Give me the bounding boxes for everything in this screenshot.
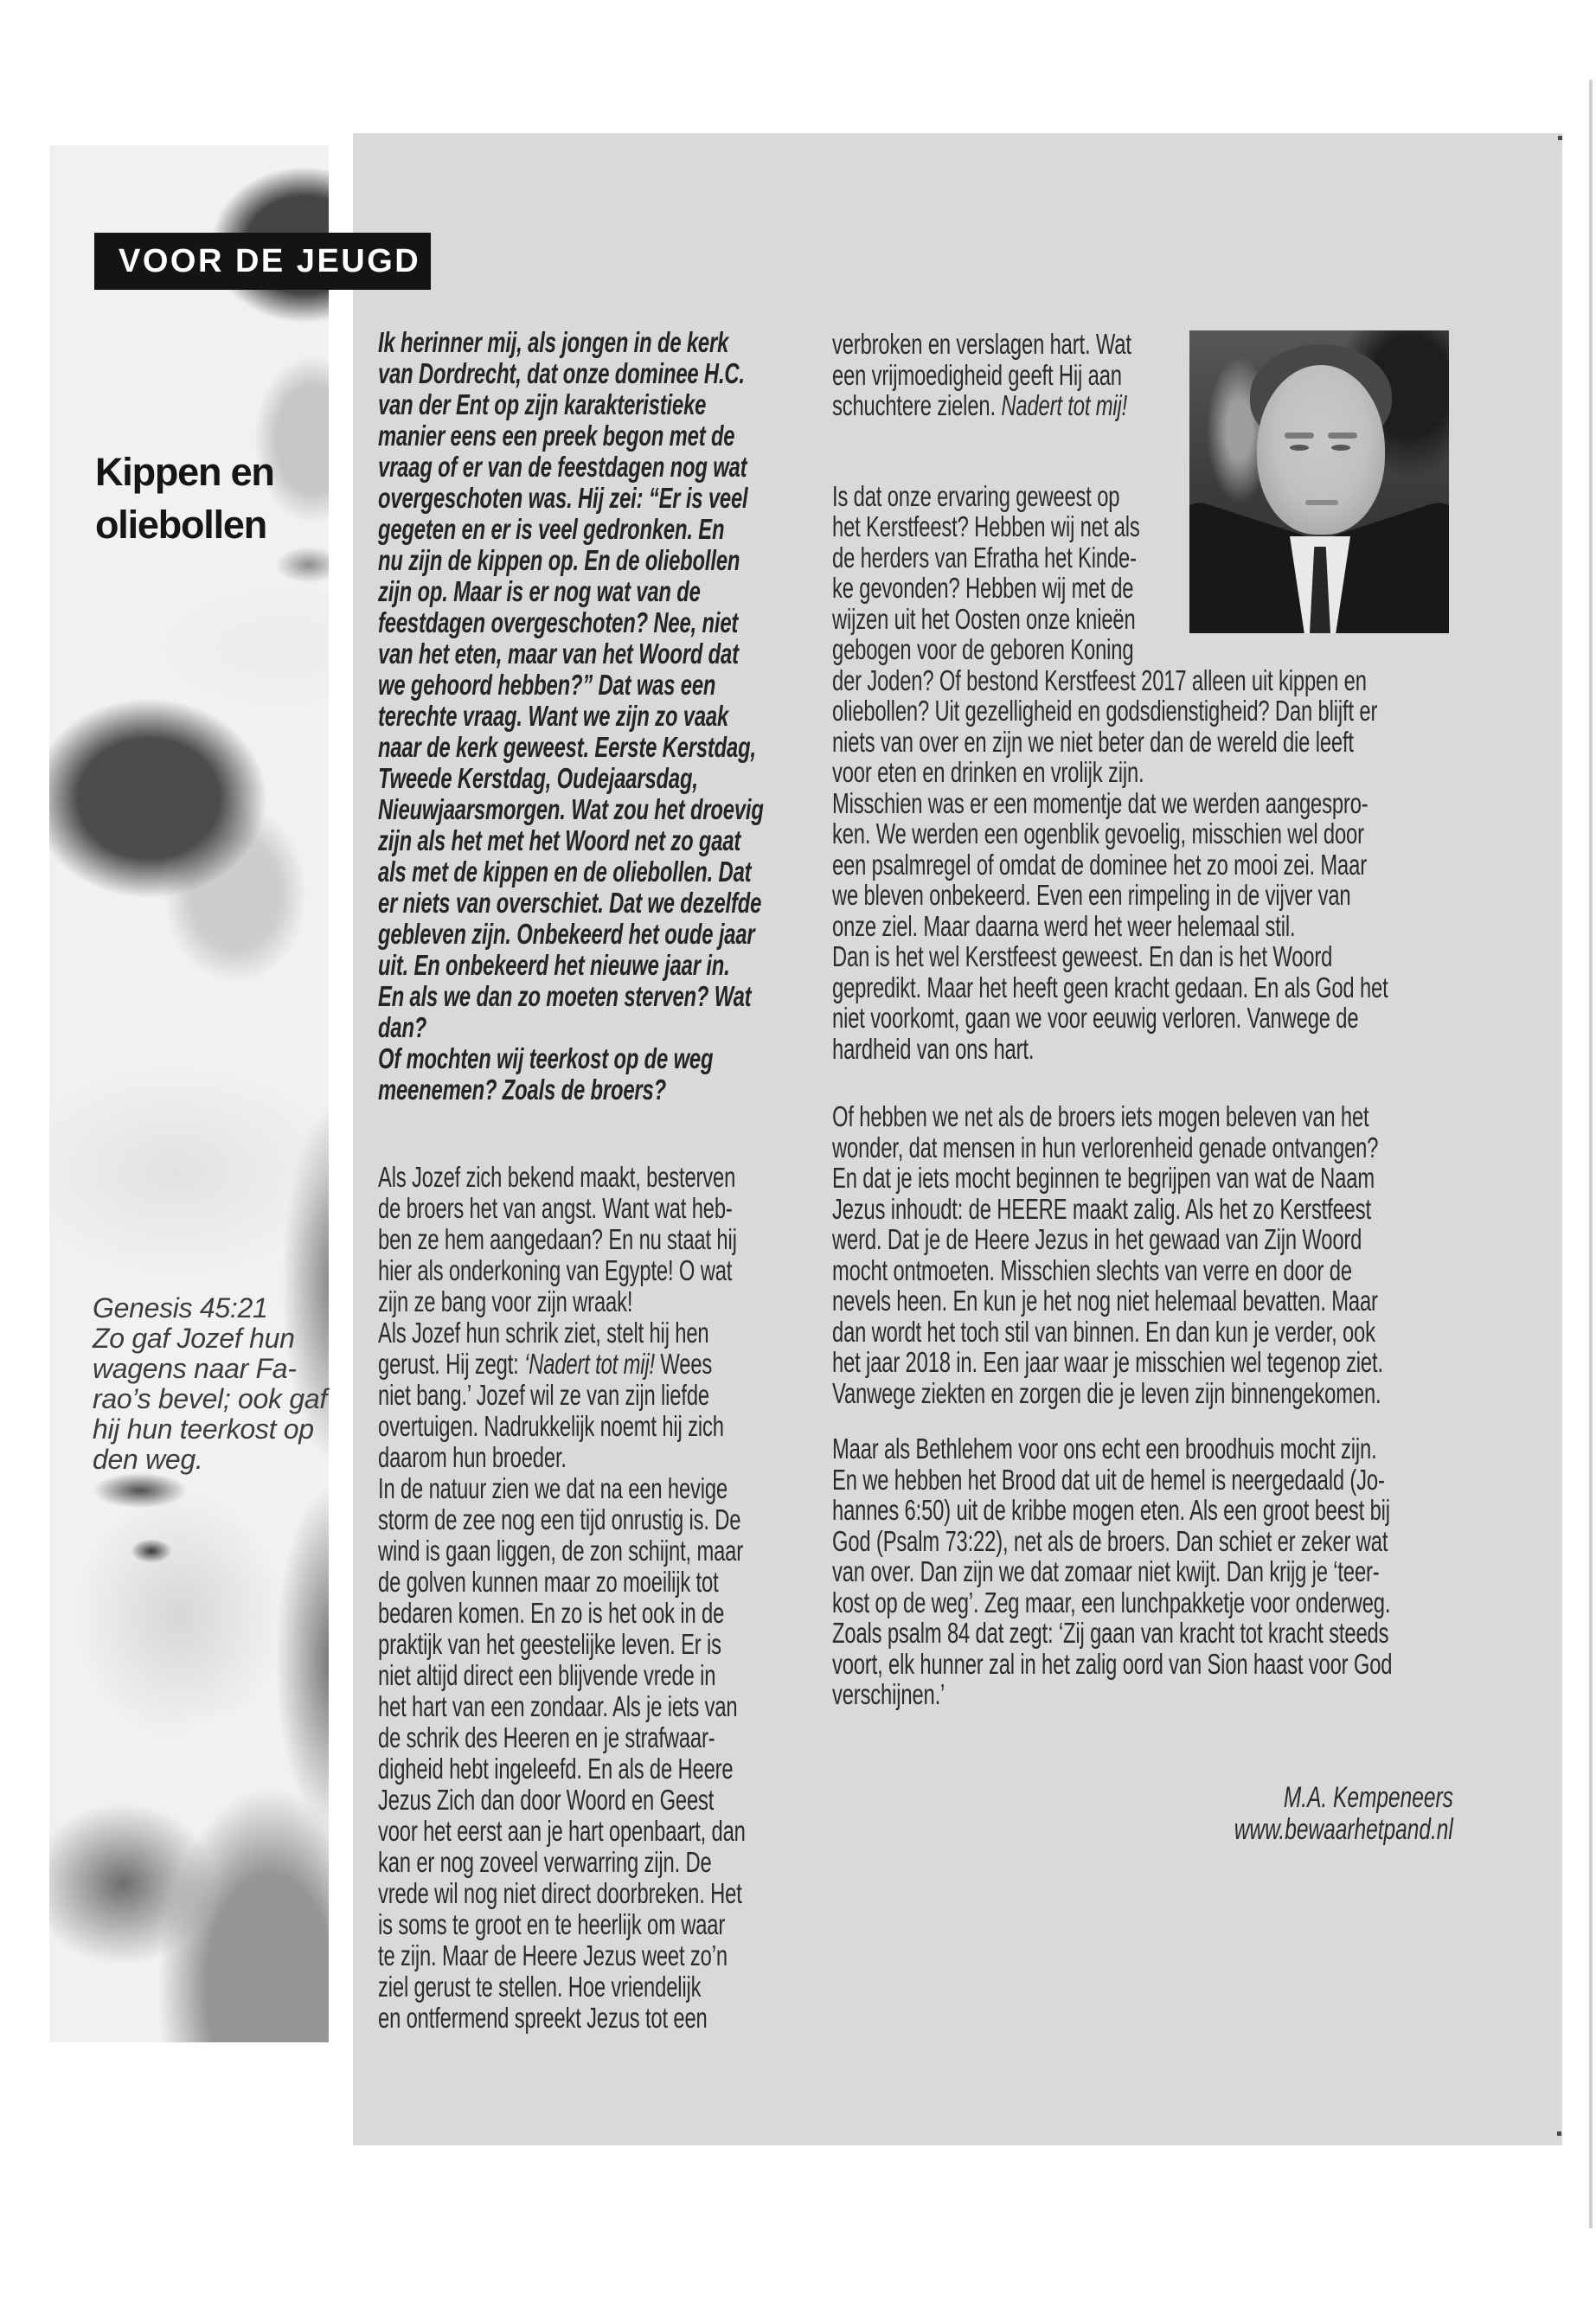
youth-photo-collage [49,145,329,2042]
portrait-brow-left [1285,433,1314,439]
paragraph-bethlehem: Maar als Bethlehem voor ons echt een broodhuis mocht zijn. En we hebben het Brood dat uit de hemel is neergedaald (Jo- hannes 6:50) uit de kribbe mogen eten. Als een groot beest bij God (Psalm 73:22), net als de broers. Dan schiet er zeker wat van over. Dan zijn we dat zomaar niet kwijt. Dan krijg je ‘teer- kost op de weg’. Zeg maar, een lunchpakketje voor onderweg. Zoals psalm 84 dat zegt: ‘Zij gaan van kracht tot kracht steeds voort, elk hunner zal in het zalig oord van Sion haast voor God verschijnen.’ [832,1433,1393,1710]
portrait-face [1257,365,1385,535]
scripture-reference: Genesis 45:21 [93,1292,268,1324]
crop-mark-bottom-right [1557,2131,1561,2136]
signature-website: www.bewaarhetpand.nl [1234,1812,1453,1846]
paragraph-verbroken: verbroken en verslagen hart. Wat een vrijmoedigheid geeft Hij aan schuchtere zielen. Nadert tot mij! [832,328,1131,421]
intro-paragraph: Ik herinner mij, als jongen in de kerk van Dordrecht, dat onze dominee H.C. van der Ent op zijn karakteristieke manier eens een preek begon met de vraag of er van de feestdagen nog wat overgeschoten was. Hij zei: “Er is veel gegeten en er is veel gedronken. En nu zijn de kippen op. En de oliebollen zijn op. Maar is er nog wat van de feestdagen overgeschoten? Nee, niet van het eten, maar van het Woord dat we gehoord hebben?” Dat was een terechte vraag. Want we zijn zo vaak naar de kerk geweest. Eerste Kerstdag, Tweede Kerstdag, Oudejaarsdag, Nieuwjaarsmorgen. Wat zou het droevig zijn als het met het Woord net zo gaat als met de kippen en de oliebollen. Dat er niets van overschiet. Dat we dezelfde gebleven zijn. Onbekeerd het oude jaar uit. En onbekeerd het nieuwe jaar in. En als we dan zo moeten sterven? Wat dan? Of mochten wij teerkost op de weg meenemen? Zoals de broers? [378,326,764,1106]
portrait-mouth [1305,500,1338,505]
page-scan-edge [1589,80,1593,2228]
portrait-eye-left [1290,445,1309,451]
paragraph-jozef: Als Jozef zich bekend maakt, besterven de broers het van angst. Want wat heb- ben ze hem aangedaan? En nu staat hij hier als onderkoning van Egypte! O wat zijn ze bang voor zijn wraak! Als Jozef hun schrik ziet, stelt hij hen gerust. Hij zegt: ‘Nadert tot mij! Wees niet bang.’ Jozef wil ze van zijn liefde overtuigen. Nadrukkelijk noemt hij zich daarom hun broeder. In de natuur zien we dat na een hevige storm de zee nog een tijd onrustig is. De wind is gaan liggen, de zon schijnt, maar de golven kunnen maar zo moeilijk tot bedaren komen. En zo is het ook in de praktijk van het geestelijke leven. Er is niet altijd direct een blijvende vrede in het hart van een zondaar. Als je iets van de schrik des Heeren en je strafwaar- digheid hebt ingeleefd. En als de Heere Jezus Zich dan door Woord en Geest voor het eerst aan je hart openbaart, dan kan er nog zoveel verwarring zijn. De vrede wil nog niet direct doorbreken. Het is soms te groot en te heerlijk om waar te zijn. Maar de Heere Jezus weet zo’n ziel gerust te stellen. Hoe vriendelijk en ontfermend spreekt Jezus tot een [378,1161,746,2034]
paragraph-wonder: Of hebben we net als de broers iets mogen beleven van het wonder, dat mensen in hun verlorenheid genade ontvangen? En dat je iets mocht beginnen te begrijpen van wat de Naam Jezus inhoudt: de HEERE maakt zalig. Als het zo Kerstfeest werd. Dat je de Heere Jezus in het gewaad van Zijn Woord mocht ontmoeten. Misschien slechts van verre en door de nevels heen. En kun je het nog niet helemaal bevatten. Maar dan wordt het toch stil van binnen. En dan kun je verder, ook het jaar 2018 in. Een jaar waar je misschien wel tegenop ziet. Vanwege ziekten en zorgen die je leven zijn binnengekomen. [832,1100,1383,1409]
scripture-quote [93,1293,352,1475]
article-title: Kippen en oliebollen [95,450,274,547]
column-left [378,327,824,2034]
portrait-eye-right [1331,445,1350,451]
crop-mark-top-right [1558,136,1562,140]
signature-block [832,1782,1453,1846]
paragraph-kerstfeest: Is dat onze ervaring geweest op het Kerstfeest? Hebben wij net als de herders van Efratha het Kinde- ke gevonden? Hebben wij met de wijzen uit het Oosten onze knieën gebogen voor de geboren Koning der Joden? Of bestond Kerstfeest 2017 alleen uit kippen en oliebollen? Uit gezelligheid en godsdienstigheid? Dan blijft er niets van over en zijn we niet beter dan de wereld die leeft voor eten en drinken en vrolijk zijn. Misschien was er een momentje dat we werden aangespro- ken. We werden een ogenblik gevoelig, misschien wel door een psalmregel of omdat de dominee het zo mooi zei. Maar we bleven onbekeerd. Even een rimpeling in de vijver van onze ziel. Maar daarna werd het weer helemaal stil. Dan is het wel Kerstfeest geweest. En dan is het Woord gepredikt. Maar het heeft geen kracht gedaan. En als God het niet voorkomt, gaan we voor eeuwig verloren. Vanwege de hardheid van ons hart. [832,479,1388,1065]
signature-author: M.A. Kempeneers [1283,1780,1453,1814]
section-banner-label: VOOR DE JEUGD [119,243,421,279]
scripture-text: Zo gaf Jozef hun wagens naar Fa- rao’s bevel; ook gaf hij hun teerkost op den weg. [93,1323,327,1475]
portrait-brow-right [1328,433,1357,439]
author-portrait-photo [1189,330,1449,633]
section-banner [94,233,431,290]
